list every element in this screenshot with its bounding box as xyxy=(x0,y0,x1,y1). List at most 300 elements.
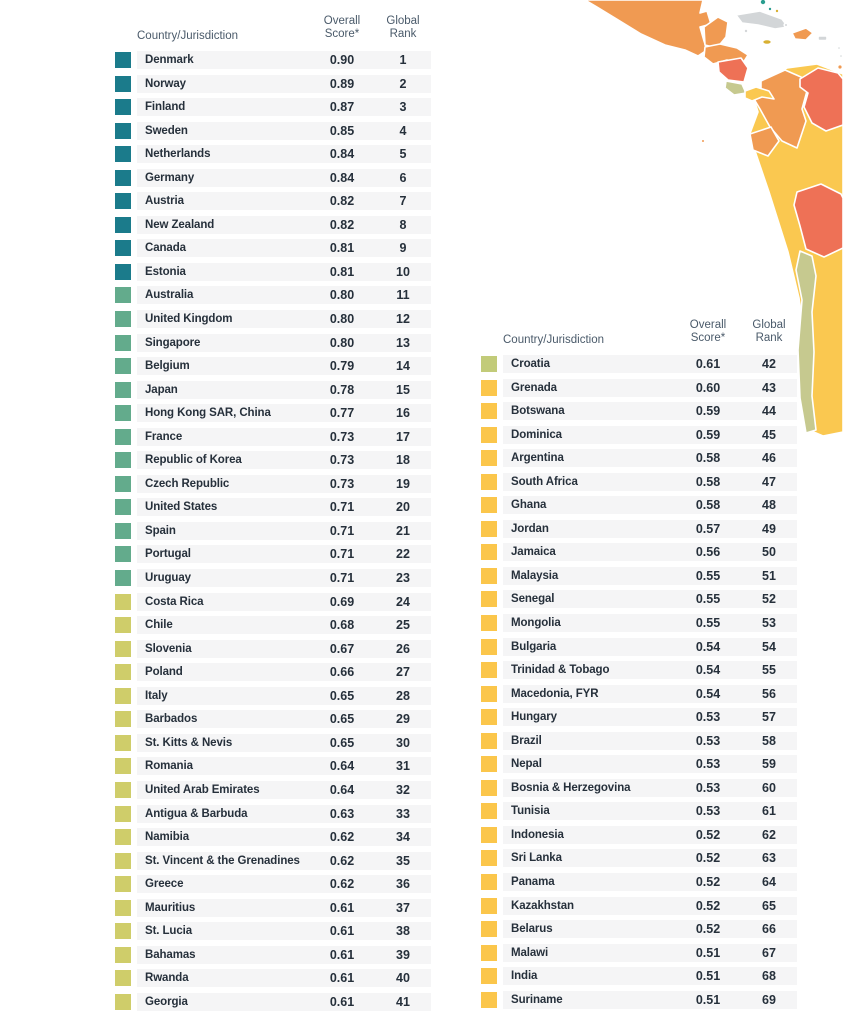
score-tier-swatch xyxy=(115,335,131,351)
country-name: Austria xyxy=(145,195,184,208)
table-row xyxy=(115,640,431,658)
global-rank: 7 xyxy=(399,194,407,209)
global-rank: 21 xyxy=(396,523,410,538)
column-header-overall-score-line2: Score* xyxy=(690,332,726,345)
column-header-overall-score-line2: Score* xyxy=(324,28,360,41)
global-rank: 66 xyxy=(762,922,776,937)
country-name: Grenada xyxy=(511,381,557,394)
global-rank: 65 xyxy=(762,898,776,913)
country-name: Malaysia xyxy=(511,569,559,582)
score-tier-swatch xyxy=(481,356,497,372)
row-strip xyxy=(137,357,431,375)
row-strip xyxy=(137,192,431,210)
row-strip xyxy=(503,826,797,844)
table-row xyxy=(115,98,431,116)
overall-score: 0.82 xyxy=(329,194,355,209)
row-strip xyxy=(137,593,431,611)
row-strip xyxy=(503,849,797,867)
score-tier-swatch xyxy=(481,803,497,819)
overall-score: 0.84 xyxy=(329,170,355,185)
country-name: St. Kitts & Nevis xyxy=(145,736,233,749)
overall-score: 0.51 xyxy=(695,969,721,984)
global-rank: 28 xyxy=(396,688,410,703)
country-name: Macedonia, FYR xyxy=(511,687,599,700)
map-region-turks-caicos xyxy=(784,23,788,27)
overall-score: 0.61 xyxy=(695,357,721,371)
global-rank: 1 xyxy=(399,53,407,67)
column-header-global-rank xyxy=(363,15,443,42)
global-rank: 10 xyxy=(396,264,410,279)
row-strip xyxy=(137,522,431,540)
score-tier-swatch xyxy=(115,688,131,704)
table-row xyxy=(481,449,797,467)
row-strip xyxy=(137,875,431,893)
row-strip xyxy=(503,732,797,750)
score-tier-swatch xyxy=(115,311,131,327)
country-name: Netherlands xyxy=(145,148,211,161)
overall-score: 0.78 xyxy=(329,382,355,397)
row-strip xyxy=(137,498,431,516)
table-row xyxy=(115,475,431,493)
country-name: Hong Kong SAR, China xyxy=(145,407,271,420)
score-tier-swatch xyxy=(115,641,131,657)
row-strip xyxy=(503,779,797,797)
row-strip xyxy=(137,122,431,140)
global-rank: 57 xyxy=(762,710,776,725)
score-tier-swatch xyxy=(481,380,497,396)
row-strip xyxy=(503,802,797,820)
overall-score: 0.62 xyxy=(329,830,355,845)
global-rank: 56 xyxy=(762,686,776,701)
overall-score: 0.57 xyxy=(695,521,721,536)
global-rank: 34 xyxy=(396,830,410,845)
score-tier-swatch xyxy=(481,497,497,513)
global-rank: 15 xyxy=(396,382,410,397)
global-rank: 6 xyxy=(399,170,407,185)
row-strip xyxy=(503,402,797,420)
global-rank: 27 xyxy=(396,665,410,680)
row-strip xyxy=(503,614,797,632)
country-name: Belarus xyxy=(511,923,553,936)
overall-score: 0.63 xyxy=(329,806,355,821)
country-name: New Zealand xyxy=(145,218,215,231)
map-region-mexico xyxy=(585,0,711,56)
row-strip xyxy=(503,567,797,585)
overall-score: 0.68 xyxy=(329,618,355,633)
overall-score: 0.89 xyxy=(329,76,355,91)
table-row xyxy=(481,426,797,444)
table-row xyxy=(115,286,431,304)
global-rank: 43 xyxy=(762,380,776,395)
country-name: Namibia xyxy=(145,831,190,844)
country-name: Nepal xyxy=(511,758,542,771)
global-rank: 19 xyxy=(396,476,410,491)
row-strip xyxy=(503,473,797,491)
overall-score: 0.80 xyxy=(329,288,355,303)
table-row xyxy=(481,685,797,703)
overall-score: 0.58 xyxy=(695,474,721,489)
table-rows xyxy=(115,51,431,1011)
overall-score: 0.69 xyxy=(329,594,355,609)
column-header-overall-score-line1: Overall xyxy=(323,14,361,27)
map-region-lesser-antilles xyxy=(839,54,842,57)
column-header-global-rank-line1: Global xyxy=(752,318,786,331)
global-rank: 9 xyxy=(399,241,407,256)
country-name: Kazakhstan xyxy=(511,899,574,912)
score-tier-swatch xyxy=(115,240,131,256)
table-row xyxy=(115,216,431,234)
score-tier-swatch xyxy=(481,874,497,890)
table-row xyxy=(115,334,431,352)
overall-score: 0.65 xyxy=(329,712,355,727)
map-region-costa-rica xyxy=(725,81,746,95)
table-row xyxy=(115,239,431,257)
table-header xyxy=(115,0,431,51)
table-row xyxy=(115,381,431,399)
score-tier-swatch xyxy=(115,99,131,115)
score-tier-swatch xyxy=(115,735,131,751)
score-tier-swatch xyxy=(115,499,131,515)
global-rank: 8 xyxy=(399,217,407,232)
country-name: Panama xyxy=(511,876,555,889)
score-tier-swatch xyxy=(115,264,131,280)
score-tier-swatch xyxy=(481,945,497,961)
table-row xyxy=(115,969,431,987)
country-name: Poland xyxy=(145,666,183,679)
global-rank: 68 xyxy=(762,969,776,984)
country-name: Costa Rica xyxy=(145,595,204,608)
country-name: St. Vincent & the Grenadines xyxy=(145,854,300,867)
overall-score: 0.52 xyxy=(695,898,721,913)
table-row xyxy=(115,616,431,634)
country-name: South Africa xyxy=(511,475,578,488)
global-rank: 26 xyxy=(396,641,410,656)
overall-score: 0.87 xyxy=(329,100,355,115)
country-name: Jamaica xyxy=(511,546,556,559)
table-row xyxy=(115,852,431,870)
row-strip xyxy=(137,640,431,658)
score-tier-swatch xyxy=(115,853,131,869)
score-tier-swatch xyxy=(481,662,497,678)
table-row xyxy=(481,708,797,726)
row-strip xyxy=(503,426,797,444)
score-tier-swatch xyxy=(115,711,131,727)
row-strip xyxy=(137,734,431,752)
score-tier-swatch xyxy=(115,806,131,822)
score-tier-swatch xyxy=(115,758,131,774)
country-name: Germany xyxy=(145,171,195,184)
table-row xyxy=(481,826,797,844)
country-name: Finland xyxy=(145,101,186,114)
global-rank: 48 xyxy=(762,498,776,513)
score-tier-swatch xyxy=(481,427,497,443)
score-tier-swatch xyxy=(115,994,131,1010)
score-tier-swatch xyxy=(115,970,131,986)
map-region-bahamas xyxy=(760,0,766,5)
map-region-jamaica xyxy=(763,40,772,45)
overall-score: 0.53 xyxy=(695,710,721,725)
table-row xyxy=(481,379,797,397)
table-row xyxy=(115,498,431,516)
country-name: Jordan xyxy=(511,522,549,535)
column-header-overall-score-line1: Overall xyxy=(689,318,727,331)
overall-score: 0.61 xyxy=(329,900,355,915)
score-tier-swatch xyxy=(481,591,497,607)
global-rank: 53 xyxy=(762,616,776,631)
row-strip xyxy=(137,145,431,163)
row-strip xyxy=(137,286,431,304)
global-rank: 16 xyxy=(396,406,410,421)
table-row xyxy=(115,428,431,446)
table-row xyxy=(481,543,797,561)
country-name: Antigua & Barbuda xyxy=(145,807,248,820)
table-row xyxy=(481,661,797,679)
overall-score: 0.53 xyxy=(695,780,721,795)
table-row xyxy=(115,734,431,752)
table-row xyxy=(115,51,431,69)
overall-score: 0.53 xyxy=(695,804,721,819)
row-strip xyxy=(137,216,431,234)
global-rank: 47 xyxy=(762,474,776,489)
score-tier-swatch xyxy=(115,523,131,539)
row-strip xyxy=(137,334,431,352)
country-name: Bahamas xyxy=(145,948,196,961)
country-name: Sweden xyxy=(145,124,188,137)
score-tier-swatch xyxy=(115,476,131,492)
row-strip xyxy=(503,379,797,397)
score-tier-swatch xyxy=(115,594,131,610)
global-rank: 33 xyxy=(396,806,410,821)
global-rank: 61 xyxy=(762,804,776,819)
global-rank: 59 xyxy=(762,757,776,772)
country-name: Mauritius xyxy=(145,901,196,914)
global-rank: 69 xyxy=(762,992,776,1007)
overall-score: 0.90 xyxy=(329,53,355,67)
table-row xyxy=(481,567,797,585)
overall-score: 0.51 xyxy=(695,992,721,1007)
table-row xyxy=(481,967,797,985)
overall-score: 0.52 xyxy=(695,875,721,890)
map-region-bahamas xyxy=(775,9,779,13)
country-name: St. Lucia xyxy=(145,925,193,938)
table-row xyxy=(115,875,431,893)
row-strip xyxy=(137,663,431,681)
global-rank: 51 xyxy=(762,568,776,583)
country-name: Malawi xyxy=(511,946,549,959)
global-rank: 4 xyxy=(399,123,407,138)
row-strip xyxy=(503,920,797,938)
global-rank: 35 xyxy=(396,853,410,868)
table-row xyxy=(115,805,431,823)
score-tier-swatch xyxy=(481,756,497,772)
global-rank: 62 xyxy=(762,827,776,842)
global-rank: 2 xyxy=(399,76,407,91)
country-name: United Arab Emirates xyxy=(145,783,260,796)
global-rank: 37 xyxy=(396,900,410,915)
row-strip xyxy=(137,169,431,187)
country-name: Norway xyxy=(145,77,186,90)
global-rank: 41 xyxy=(396,994,410,1009)
overall-score: 0.81 xyxy=(329,241,355,256)
table-row xyxy=(115,404,431,422)
country-name: Belgium xyxy=(145,360,190,373)
country-name: Denmark xyxy=(145,54,194,66)
table-row xyxy=(115,169,431,187)
global-rank: 63 xyxy=(762,851,776,866)
overall-score: 0.54 xyxy=(695,639,721,654)
global-rank: 13 xyxy=(396,335,410,350)
global-rank: 25 xyxy=(396,618,410,633)
overall-score: 0.61 xyxy=(329,947,355,962)
score-tier-swatch xyxy=(115,546,131,562)
overall-score: 0.73 xyxy=(329,429,355,444)
table-row xyxy=(115,828,431,846)
score-tier-swatch xyxy=(115,900,131,916)
country-name: Portugal xyxy=(145,548,191,561)
overall-score: 0.71 xyxy=(329,523,355,538)
global-rank: 55 xyxy=(762,663,776,678)
country-name: Singapore xyxy=(145,336,201,349)
country-name: Sri Lanka xyxy=(511,852,562,865)
table-row xyxy=(115,757,431,775)
overall-score: 0.73 xyxy=(329,476,355,491)
table-row xyxy=(115,922,431,940)
row-strip xyxy=(137,51,431,69)
country-name: United Kingdom xyxy=(145,313,233,326)
map-region-bahamas xyxy=(768,7,772,11)
score-tier-swatch xyxy=(115,829,131,845)
table-row xyxy=(481,473,797,491)
table-row xyxy=(115,192,431,210)
row-strip xyxy=(137,687,431,705)
global-rank: 14 xyxy=(396,359,410,374)
row-strip xyxy=(137,828,431,846)
overall-score: 0.62 xyxy=(329,853,355,868)
row-strip xyxy=(137,993,431,1011)
table-row xyxy=(481,732,797,750)
country-name: Mongolia xyxy=(511,617,561,630)
row-strip xyxy=(137,263,431,281)
global-rank: 46 xyxy=(762,451,776,466)
score-tier-swatch xyxy=(481,450,497,466)
row-strip xyxy=(503,755,797,773)
overall-score: 0.58 xyxy=(695,451,721,466)
country-name: Bosnia & Herzegovina xyxy=(511,781,631,794)
score-tier-swatch xyxy=(115,217,131,233)
global-rank: 54 xyxy=(762,639,776,654)
table-rows xyxy=(481,355,797,1009)
table-row xyxy=(481,496,797,514)
global-rank: 17 xyxy=(396,429,410,444)
overall-score: 0.55 xyxy=(695,568,721,583)
table-row xyxy=(115,946,431,964)
country-name: Spain xyxy=(145,524,176,537)
global-rank: 44 xyxy=(762,404,776,419)
global-rank: 11 xyxy=(396,288,410,303)
country-name: Japan xyxy=(145,383,178,396)
table-row xyxy=(115,451,431,469)
map-region-trinidad xyxy=(838,65,843,70)
row-strip xyxy=(503,661,797,679)
overall-score: 0.80 xyxy=(329,312,355,327)
global-rank: 5 xyxy=(399,147,407,162)
row-strip xyxy=(503,590,797,608)
table-row xyxy=(481,849,797,867)
global-rank: 12 xyxy=(396,312,410,327)
row-strip xyxy=(137,946,431,964)
overall-score: 0.55 xyxy=(695,592,721,607)
overall-score: 0.66 xyxy=(329,665,355,680)
row-strip xyxy=(137,310,431,328)
row-strip xyxy=(137,710,431,728)
score-tier-swatch xyxy=(115,452,131,468)
score-tier-swatch xyxy=(481,968,497,984)
overall-score: 0.60 xyxy=(695,380,721,395)
row-strip xyxy=(137,899,431,917)
table-row xyxy=(115,781,431,799)
row-strip xyxy=(137,569,431,587)
global-rank: 29 xyxy=(396,712,410,727)
table-row xyxy=(481,402,797,420)
row-strip xyxy=(503,449,797,467)
score-tier-swatch xyxy=(481,898,497,914)
table-row xyxy=(115,663,431,681)
country-name: Greece xyxy=(145,878,184,891)
table-row xyxy=(115,993,431,1011)
country-name: Suriname xyxy=(511,993,563,1006)
score-tier-swatch xyxy=(115,570,131,586)
global-rank: 32 xyxy=(396,782,410,797)
country-name: Romania xyxy=(145,760,193,773)
overall-score: 0.65 xyxy=(329,688,355,703)
table-row xyxy=(481,897,797,915)
country-name: Botswana xyxy=(511,405,565,418)
row-strip xyxy=(137,428,431,446)
ranking-table-right xyxy=(481,304,797,1014)
table-row xyxy=(115,75,431,93)
score-tier-swatch xyxy=(115,358,131,374)
country-name: Chile xyxy=(145,619,173,632)
country-name: Rwanda xyxy=(145,972,189,985)
row-strip xyxy=(137,922,431,940)
table-row xyxy=(481,779,797,797)
row-strip xyxy=(137,969,431,987)
score-tier-swatch xyxy=(481,615,497,631)
country-name: Tunisia xyxy=(511,805,550,818)
score-tier-swatch xyxy=(481,639,497,655)
global-rank: 45 xyxy=(762,427,776,442)
country-name: Dominica xyxy=(511,428,562,441)
overall-score: 0.80 xyxy=(329,335,355,350)
map-region-cuba xyxy=(736,11,788,29)
table-row xyxy=(115,310,431,328)
score-tier-swatch xyxy=(481,568,497,584)
country-name: Canada xyxy=(145,242,186,255)
score-tier-swatch xyxy=(481,780,497,796)
overall-score: 0.64 xyxy=(329,782,355,797)
row-strip xyxy=(503,944,797,962)
country-name: Bulgaria xyxy=(511,640,557,653)
map-region-galapagos xyxy=(701,139,705,143)
score-tier-swatch xyxy=(481,827,497,843)
global-rank: 50 xyxy=(762,545,776,560)
map-region-lesser-antilles xyxy=(837,46,840,49)
country-name: Croatia xyxy=(511,358,550,370)
country-name: Senegal xyxy=(511,593,555,606)
score-tier-swatch xyxy=(481,709,497,725)
row-strip xyxy=(137,852,431,870)
country-name: India xyxy=(511,970,538,983)
